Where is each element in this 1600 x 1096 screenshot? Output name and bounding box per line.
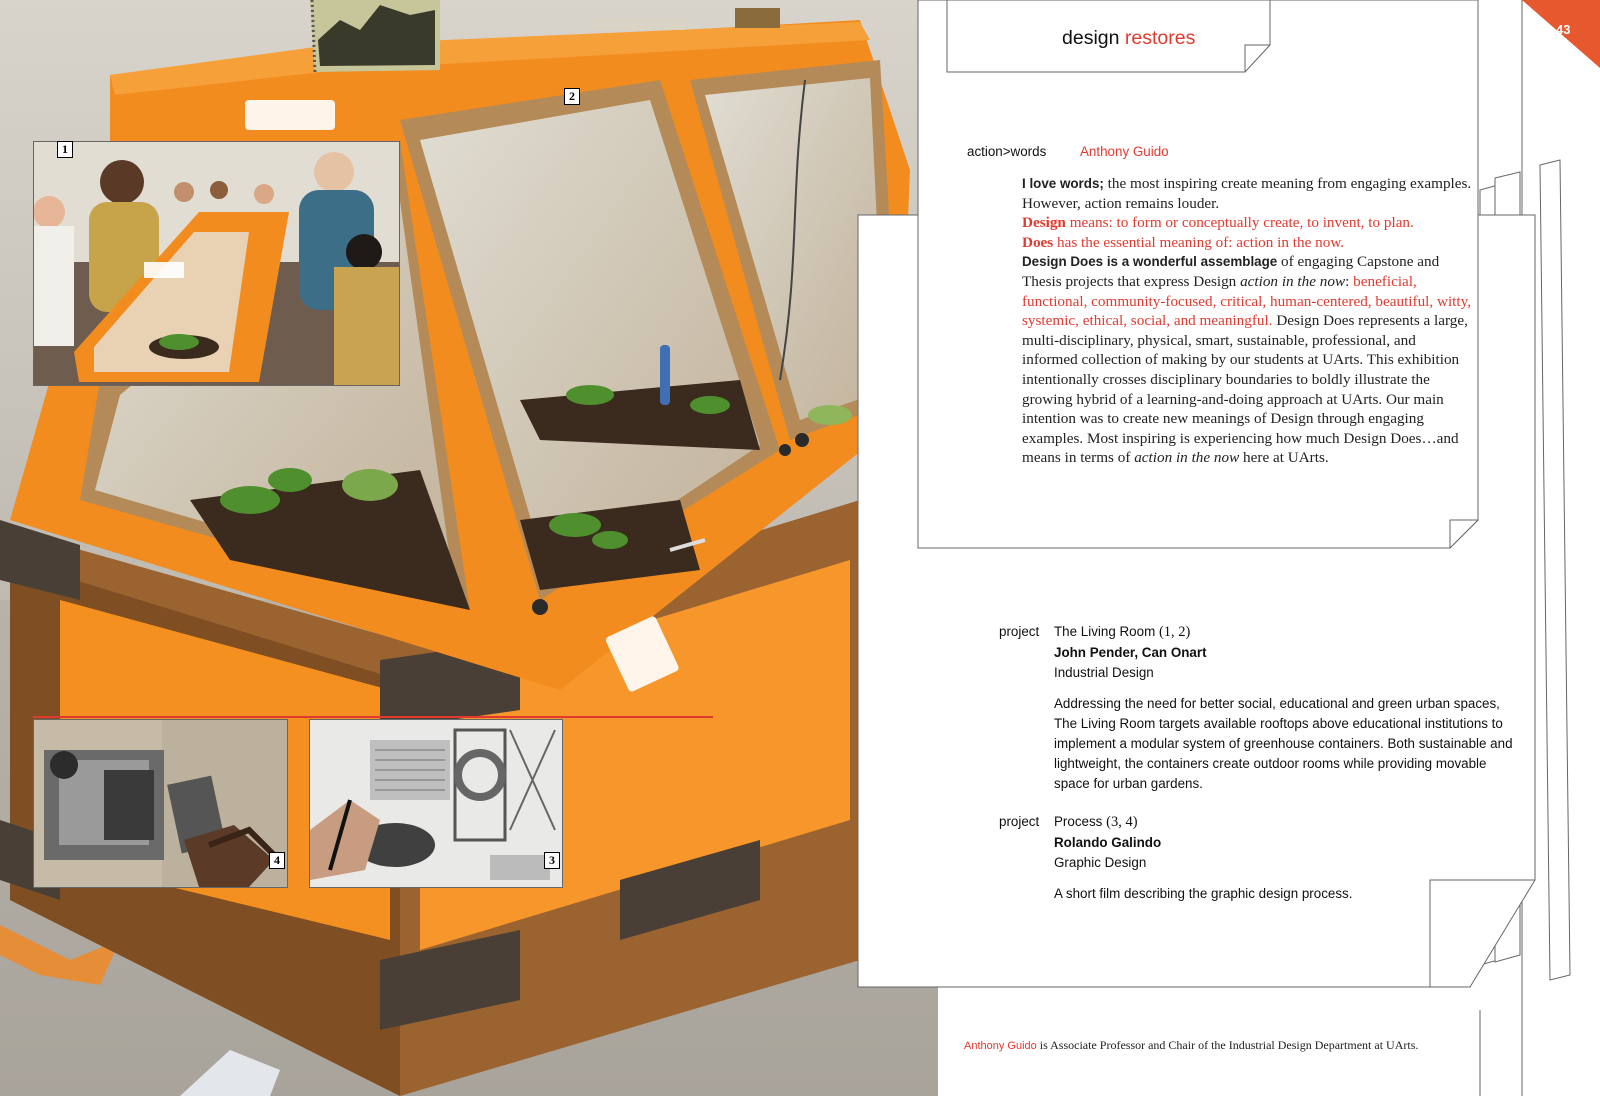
byline-label: action>words — [967, 144, 1047, 159]
author-footnote — [964, 1038, 1418, 1053]
photo-inset-crowd — [33, 141, 400, 386]
page-number: 43 — [1556, 22, 1571, 37]
project-1-authors: John Pender, Can Onart — [1054, 644, 1207, 660]
image-label-3: 3 — [544, 852, 560, 869]
essay-p4-lead: Design Does is a wonderful assemblage — [1022, 254, 1278, 270]
project-2-title: Process — [1054, 814, 1103, 829]
essay-p4-end: here at UArts. — [1239, 449, 1329, 467]
paper-sheets-outline — [850, 0, 1600, 1096]
project-2-label: project — [999, 814, 1040, 829]
project-1-department: Industrial Design — [1054, 664, 1154, 680]
inset-divider — [33, 716, 713, 718]
project-2-authors: Rolando Galindo — [1054, 834, 1162, 850]
project-1-label: project — [999, 624, 1040, 639]
image-label-2: 2 — [564, 88, 580, 105]
project-2-description: A short film describing the graphic design process. — [1054, 886, 1353, 902]
project-2-title-line — [1054, 812, 1524, 833]
project-2-department: Graphic Design — [1054, 854, 1147, 870]
image-label-1: 1 — [57, 141, 73, 158]
footnote-text: is Associate Professor and Chair of the Industrial Design Department at UArts. — [1036, 1038, 1419, 1052]
project-1-refs: (1, 2) — [1158, 624, 1191, 640]
essay-p4-text-a: of engaging Capstone and Thesis projects that express Design — [1022, 253, 1440, 290]
section-title-word2: restores — [1124, 27, 1196, 49]
footnote-name: Anthony Guido — [964, 1040, 1037, 1052]
section-title — [1062, 27, 1195, 50]
essay-p2-text: means: to form or conceptually create, to invent, to plan. — [1065, 214, 1414, 232]
essay-p4-italic-2: action in the now — [1134, 449, 1240, 467]
byline-author: Anthony Guido — [1080, 144, 1169, 159]
image-label-4: 4 — [269, 852, 285, 869]
essay-paragraph-4 — [1022, 252, 1472, 468]
essay-p1-text: the most inspiring create meaning from engaging examples. However, action remains louder. — [1022, 175, 1472, 212]
essay-p3-term: Does — [1022, 233, 1054, 251]
crowd-illustration — [34, 142, 399, 385]
collage-illustration — [34, 720, 287, 887]
essay-p4-text-b: Design Does represents a large, multi-disciplinary, physical, smart, sustainable, professional, and informed collection of making by our students at UArts. This exhibition intentionally crosses disciplinary boundaries to boldly illustrate the growing hybrid of a learning-and-doing approach at UArts. Our main intention was to create new meanings of Design through engaging examples. Most inspiring is experiencing how much Design Does…and means in terms of — [1022, 312, 1468, 467]
essay-p3-text: has the essential meaning of: action in the now. — [1053, 233, 1345, 251]
photo-inset-collage — [33, 719, 288, 888]
essay-p2-term: Design — [1022, 214, 1066, 232]
essay-body — [1022, 174, 1472, 468]
essay-p4-colon: : — [1345, 272, 1354, 290]
project-1-title-line — [1054, 622, 1524, 643]
essay-paragraph-2 — [1022, 213, 1472, 233]
essay-p1-lead: I love words; — [1022, 176, 1104, 191]
section-title-word1: design — [1062, 27, 1120, 49]
photo-inset-sketch — [309, 719, 563, 888]
essay-p4-red: beneficial, functional, community-focused, critical, human-centered, beautiful, witty, systemic, ethical, social, and meaningful. — [1022, 272, 1472, 330]
project-2-refs: (3, 4) — [1106, 814, 1138, 830]
project-2-block — [1054, 812, 1524, 904]
essay-paragraph-3 — [1022, 233, 1472, 253]
essay-paragraph-1 — [1022, 174, 1472, 213]
sketch-illustration — [310, 720, 562, 887]
project-1-title: The Living Room — [1054, 624, 1156, 639]
essay-p4-italic: action in the now — [1240, 272, 1346, 290]
project-1-block — [1054, 622, 1524, 793]
project-1-description: Addressing the need for better social, educational and green urban spaces, The Living Room targets available rooftops above educational institutions to implement a modular system of greenhouse containers. Both sustainable and lightweight, the containers create outdoor rooms while providing movable space for urban gardens. — [1054, 696, 1513, 791]
